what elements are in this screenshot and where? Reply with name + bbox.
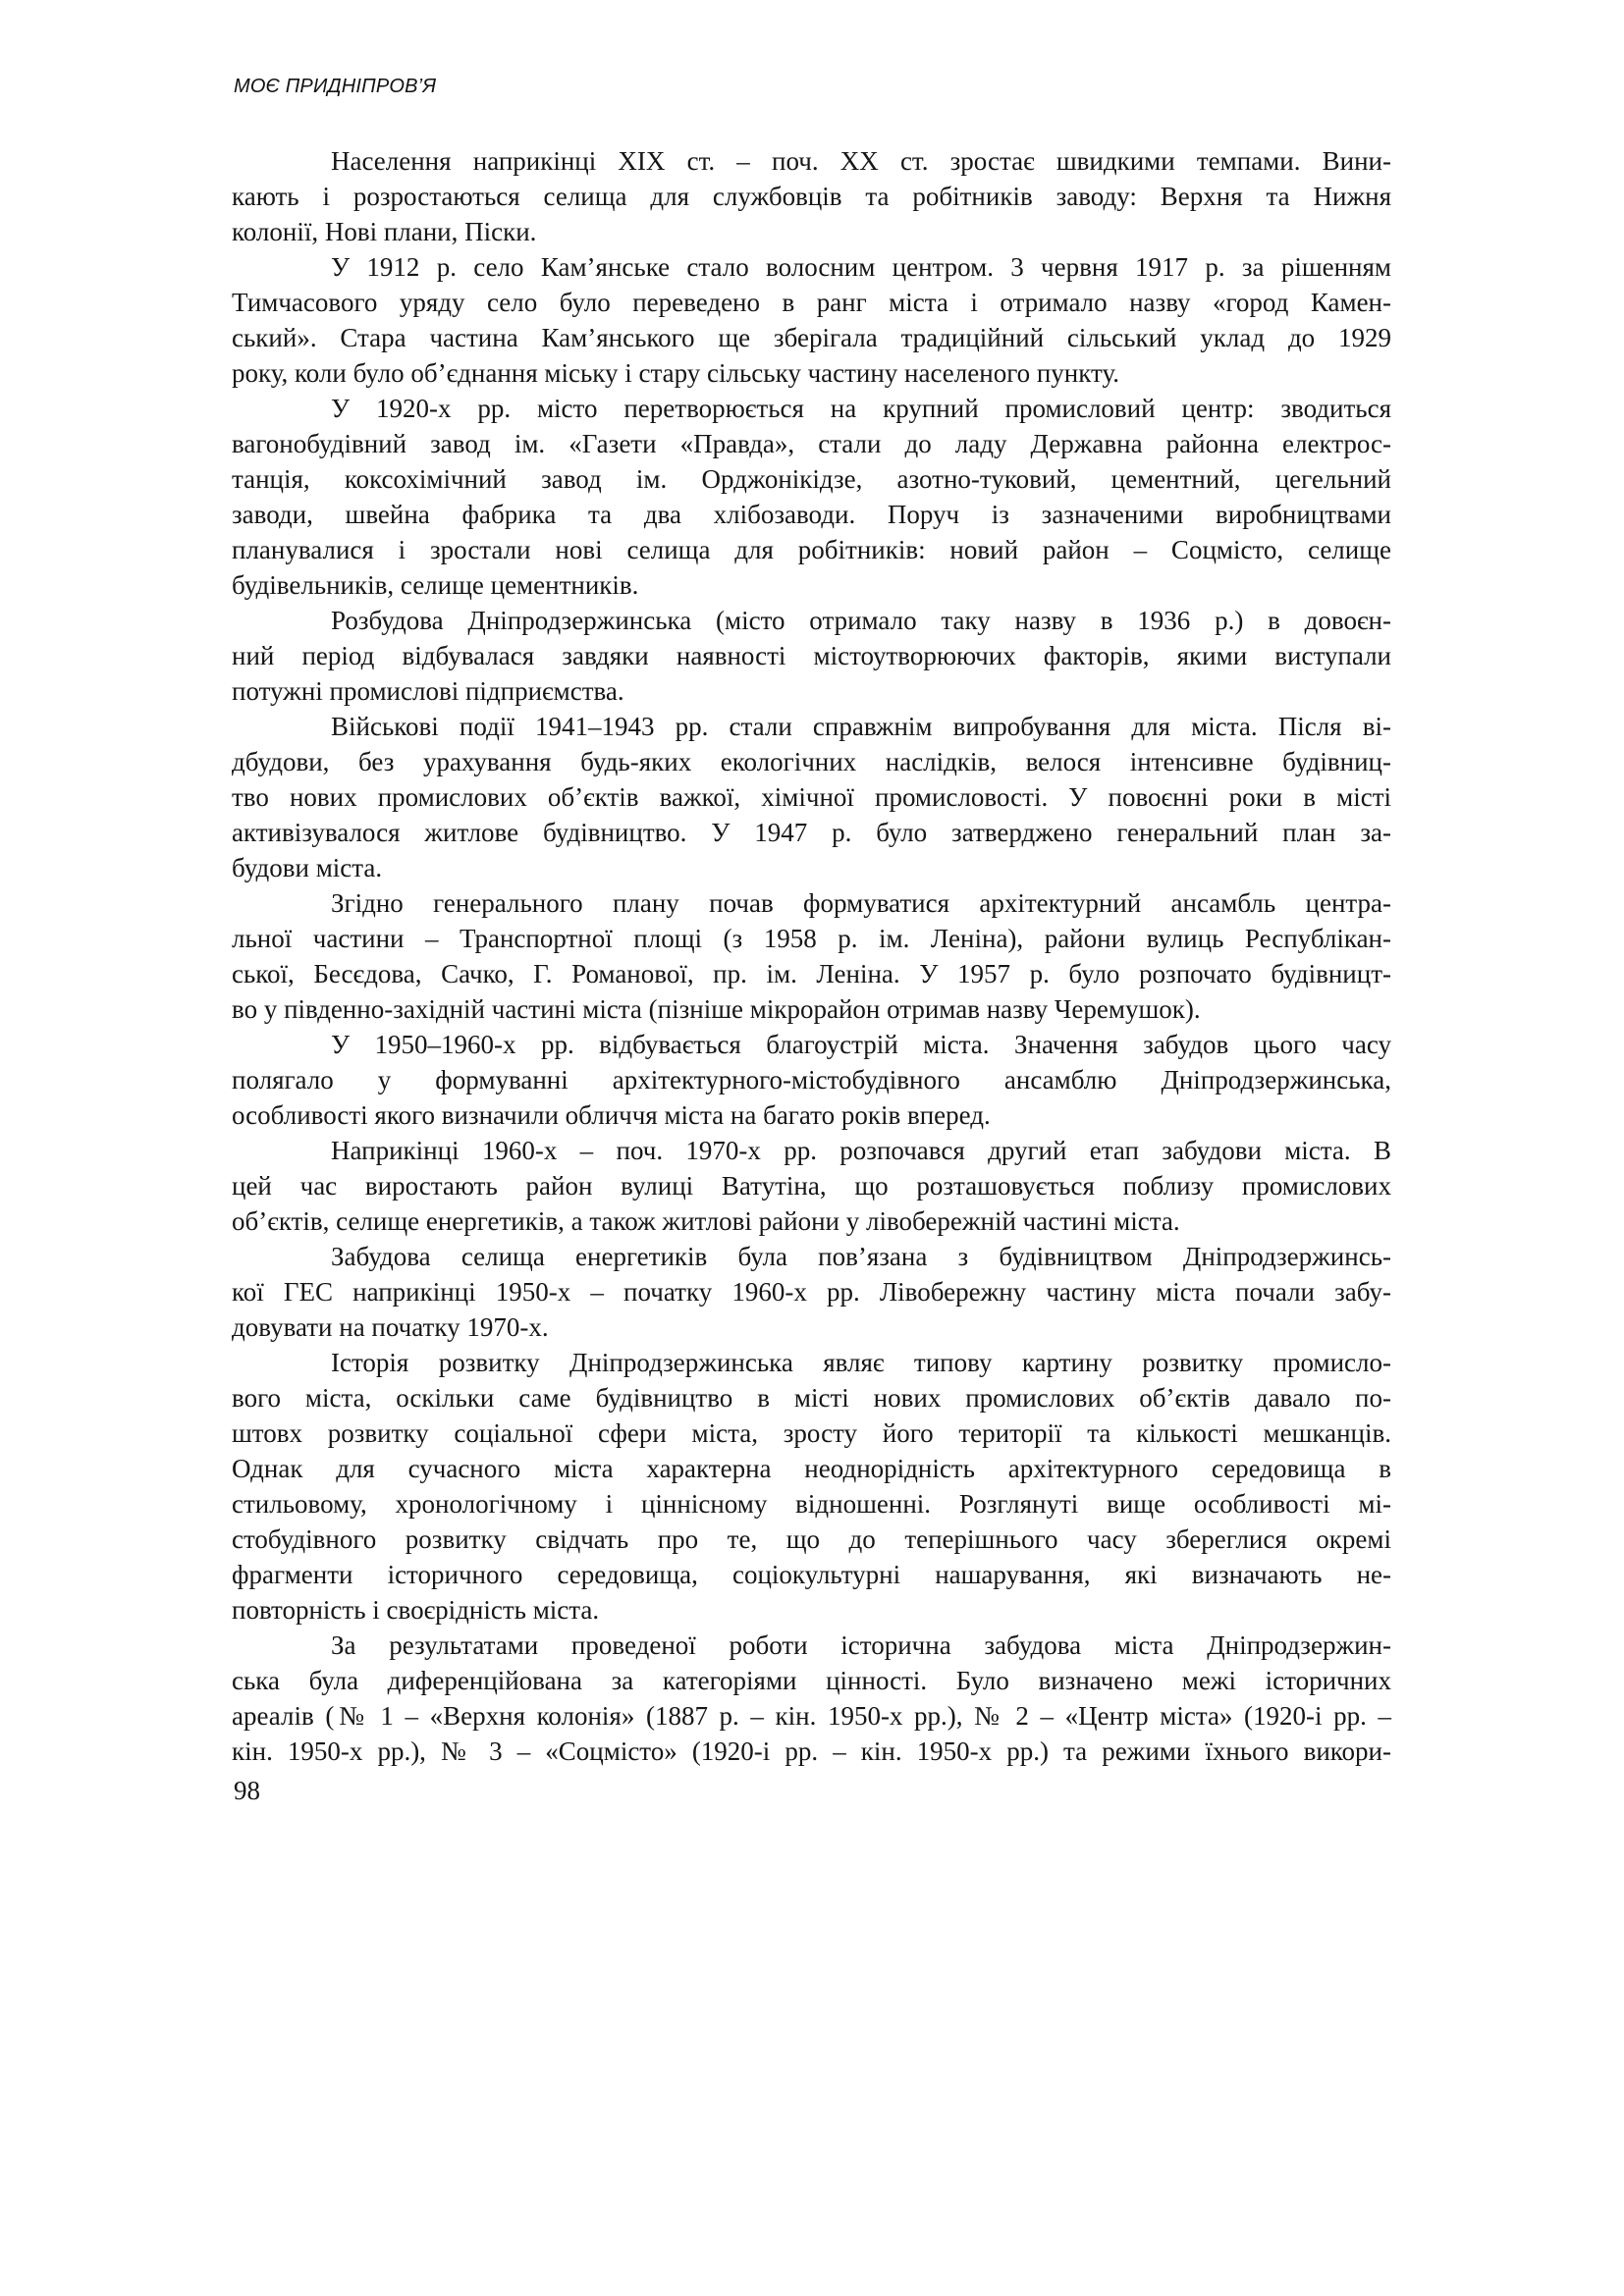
paragraph [232, 1239, 1391, 1345]
text-line: штовх розвитку соціальної сфери міста, зросту його території та кількості мешканців. [232, 1418, 1391, 1448]
text-line: У 1920-х рр. місто перетворюється на крупний промисловий центр: зводиться [331, 394, 1391, 423]
text-line: заводи, швейна фабрика та два хлібозаводи. Поруч із зазначеними виробництвами [232, 500, 1391, 529]
paragraph [232, 249, 1391, 391]
paragraph [232, 603, 1391, 709]
text-line: танція, коксохімічний завод ім. Орджонікідзе, азотно-туковий, цементний, цегельний [232, 464, 1391, 494]
text-line: У 1950–1960-х рр. відбувається благоустрій міста. Значення забудов цього часу [331, 1030, 1391, 1059]
text-line: об’єктів, селище енергетиків, а також житлові райони у лівобережній частині міста. [232, 1206, 1180, 1236]
text-line: во у південно-західній частині міста (пізніше мікрорайон отримав назву Черемушок). [232, 994, 1201, 1024]
text-line: кої ГЕС наприкінці 1950-х – початку 1960-х рр. Лівобережну частину міста почали забу- [232, 1277, 1391, 1307]
text-line: кають і розростаються селища для службовців та робітників заводу: Верхня та Нижня [232, 182, 1391, 211]
text-line: ської, Бесєдова, Сачко, Г. Романової, пр. ім. Леніна. У 1957 р. було розпочато будівницт- [232, 959, 1391, 988]
paragraph [232, 1345, 1391, 1628]
paragraph [232, 143, 1391, 249]
text-line: потужні промислові підприємства. [232, 676, 624, 706]
paragraph [232, 1628, 1391, 1769]
text-line: будови міста. [232, 853, 383, 882]
text-line: Військові події 1941–1943 рр. стали справжнім випробування для міста. Після ві- [331, 712, 1391, 741]
running-head: МОЄ ПРИДНІПРОВ’Я [234, 76, 437, 97]
text-line: ний період відбувалася завдяки наявності містоутворюючих факторів, якими виступали [232, 641, 1391, 670]
text-line: довувати на початку 1970-х. [232, 1312, 549, 1342]
text-line: Однак для сучасного міста характерна неоднорідність архітектурного середовища в [232, 1454, 1391, 1483]
text-line: ський». Стара частина Кам’янського ще зберігала традиційний сільський уклад до 1929 [232, 323, 1391, 352]
text-line: Тимчасового уряду село було переведено в ранг міста і отримало назву «город Камен- [232, 288, 1391, 317]
text-line: колонії, Нові плани, Піски. [232, 217, 537, 246]
text-line: Згідно генерального плану почав формуватися архітектурний ансамбль центра- [331, 888, 1391, 918]
text-line: Історія розвитку Дніпродзержинська являє типову картину розвитку промисло- [331, 1348, 1391, 1377]
text-line: кін. 1950-х рр.), № 3 – «Соцмісто» (1920-і рр. – кін. 1950-х рр.) та режими їхнього викори- [232, 1736, 1391, 1766]
text-line: вого міста, оскільки саме будівництво в місті нових промислових об’єктів давало по- [232, 1383, 1391, 1413]
article-body [232, 143, 1391, 1769]
text-line: Наприкінці 1960-х – поч. 1970-х рр. розпочався другий етап забудови міста. В [331, 1136, 1391, 1165]
paragraph [232, 709, 1391, 885]
text-line: льної частини – Транспортної площі (з 1958 р. ім. Леніна), райони вулиць Республікан- [232, 924, 1391, 953]
text-line: У 1912 р. село Кам’янське стало волосним центром. 3 червня 1917 р. за рішенням [331, 252, 1391, 282]
text-line: тво нових промислових об’єктів важкої, хімічної промисловості. У повоєнні роки в місті [232, 782, 1391, 812]
page-number: 98 [234, 1776, 260, 1805]
paragraph [232, 391, 1391, 603]
paragraph [232, 885, 1391, 1027]
text-line: Населення наприкінці XIX ст. – поч. XX ст. зростає швидкими темпами. Вини- [331, 146, 1391, 176]
text-line: стильовому, хронологічному і ціннісному відношенні. Розглянуті вище особливості мі- [232, 1489, 1391, 1519]
paragraph [232, 1133, 1391, 1239]
text-line: будівельників, селище цементників. [232, 570, 639, 600]
text-line: цей час виростають район вулиці Ватутіна, що розташовується поблизу промислових [232, 1171, 1391, 1201]
text-line: Розбудова Дніпродзержинська (місто отримало таку назву в 1936 р.) в довоєн- [331, 606, 1391, 635]
paragraph [232, 1027, 1391, 1133]
text-line: повторність і своєрідність міста. [232, 1595, 600, 1625]
text-line: стобудівного розвитку свідчать про те, що до теперішнього часу збереглися окремі [232, 1524, 1391, 1554]
text-line: фрагменти історичного середовища, соціокультурні нашарування, які визначають не- [232, 1560, 1391, 1589]
text-line: року, коли було об’єднання міську і стару сільську частину населеного пункту. [232, 358, 1119, 388]
text-line: дбудови, без урахування будь-яких екологічних наслідків, велося інтенсивне будівниц- [232, 747, 1391, 776]
text-line: вагонобудівний завод ім. «Газети «Правда», стали до ладу Державна районна електрос- [232, 429, 1391, 458]
text-line: За результатами проведеної роботи історична забудова міста Дніпродзержин- [331, 1630, 1391, 1660]
text-line: планувалися і зростали нові селища для робітників: новий район – Соцмісто, селище [232, 535, 1391, 564]
text-line: полягало у формуванні архітектурного-містобудівного ансамблю Дніпродзержинська, [232, 1065, 1391, 1095]
text-line: ареалів (№ 1 – «Верхня колонія» (1887 р. – кін. 1950-х рр.), № 2 – «Центр міста» (1920-і рр. – [232, 1701, 1391, 1731]
text-line: особливості якого визначили обличчя міста на багато років вперед. [232, 1100, 991, 1130]
text-line: Забудова селища енергетиків була пов’язана з будівництвом Дніпродзержинсь- [331, 1242, 1391, 1271]
text-line: ська була диференційована за категоріями цінності. Було визначено межі історичних [232, 1666, 1391, 1695]
text-line: активізувалося житлове будівництво. У 1947 р. було затверджено генеральний план за- [232, 818, 1391, 847]
